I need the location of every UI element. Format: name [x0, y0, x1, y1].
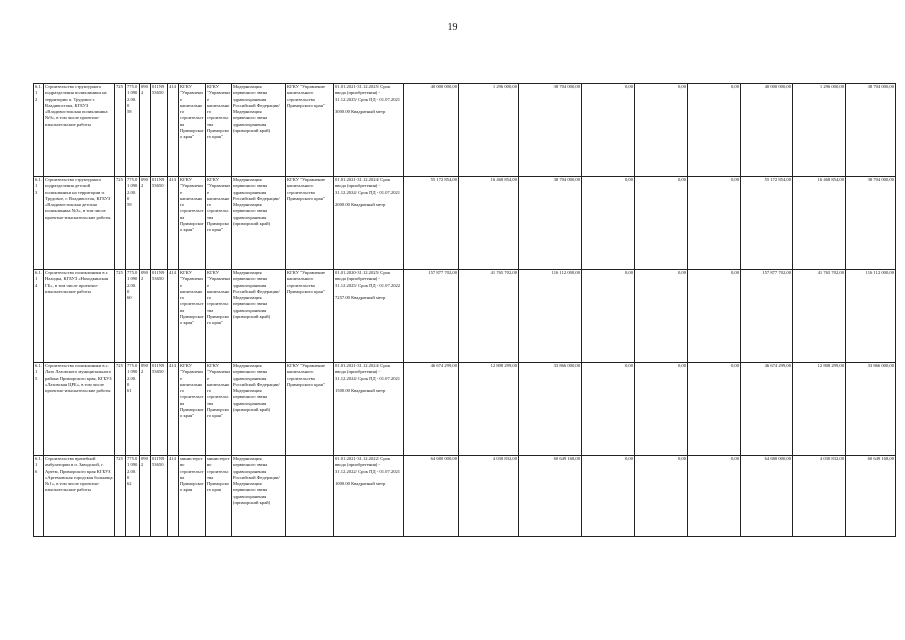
value-federal: 64 680 000,00 — [741, 456, 793, 537]
executor-org: министерство строительства Приморского края — [206, 456, 232, 537]
customer-org: КГКУ "Управление капитального строительства Приморского края" — [286, 270, 334, 363]
table-row — [34, 270, 896, 363]
value-2024: 0,00 — [635, 84, 688, 177]
row-number: 6.1.1 5 — [34, 363, 44, 456]
value-other: 38 704 000,00 — [846, 84, 896, 177]
responsible-org: КГКУ "Управление капитального строительства Приморского края" — [179, 270, 206, 363]
code-expense-type: 414 — [168, 363, 179, 456]
responsible-org: КГКУ "Управление капитального строительства Приморского края" — [179, 177, 206, 270]
row-number: 6.1.1 4 — [34, 270, 44, 363]
object-name: Строительство структурного подразделения поликлиники на территории п. Трудовое г. Владивостока, КГБУЗ «Владивостокская поликлиника №9», в том числе проектно-изыскательские работы — [44, 84, 115, 177]
project-name: Модернизация первичного звена здравоохранения Российской Федерации/Модернизация первичного звена здравоохранения (приморский край) — [232, 456, 286, 537]
code-expense-type: 414 — [168, 177, 179, 270]
value-2025: 0,00 — [688, 456, 741, 537]
code-ministry: 725 — [115, 84, 126, 177]
executor-org: КГКУ "Управление капитального строительства Приморского края" — [206, 270, 232, 363]
code-target: 011N9 53650 — [151, 456, 168, 537]
object-name: Строительство поликлиники в г. Находка, КГБУЗ «Находкинская ГБ», в том числе проектно-изыскательские работы — [44, 270, 115, 363]
value-2022: 38 704 000,00 — [519, 177, 582, 270]
customer-org: КГКУ "Управление капитального строительства Приморского края" — [286, 84, 334, 177]
code-target: 011N9 53650 — [151, 84, 168, 177]
row-number: 6.1.1 3 — [34, 177, 44, 270]
responsible-org: КГКУ "Управление капитального строительства Приморского края" — [179, 363, 206, 456]
code-expense-type: 414 — [168, 270, 179, 363]
code-subsection: 775.0 1 090 2.00.0 58 — [126, 84, 140, 177]
object-name: Строительство структурного подразделения детской поликлиники на территории п. Трудовое, г. Владивосток, КГБУЗ «Владивостокская детская поликлиника №3», в том числе проектно-изыскательские работы — [44, 177, 115, 270]
table-row — [34, 177, 896, 270]
value-other: 38 704 000,00 — [846, 177, 896, 270]
value-federal: 55 172 854,00 — [741, 177, 793, 270]
value-total: 55 172 854,00 — [404, 177, 459, 270]
value-2021: 4 030 832,00 — [459, 456, 519, 537]
code-subsection: 775.0 1 090 2.00.0 60 — [126, 270, 140, 363]
value-other: 60 649 168,00 — [846, 456, 896, 537]
customer-org — [286, 456, 334, 537]
value-total: 40 000 000,00 — [404, 84, 459, 177]
code-ministry: 725 — [115, 456, 126, 537]
value-other: 116 112 000,00 — [846, 270, 896, 363]
code-subsection: 775.0 1 090 2.00.0 59 — [126, 177, 140, 270]
project-name: Модернизация первичного звена здравоохранения Российской Федерации/Модернизация первичного звена здравоохранения (приморский край) — [232, 270, 286, 363]
value-regional: 16 468 854,00 — [793, 177, 846, 270]
period-capacity: 01.01.2021-31.12.2024/ Срок ввода (приобретения) - 31.12.2024/ Срок ПД - 01.07.2021 1500.00 Квадратный метр — [334, 363, 404, 456]
budget-table — [33, 83, 896, 537]
row-number: 6.1.1 2 — [34, 84, 44, 177]
code-section: 0902 — [140, 84, 151, 177]
value-2023: 0,00 — [582, 270, 635, 363]
project-name: Модернизация первичного звена здравоохранения Российской Федерации/Модернизация первичного звена здравоохранения (приморский край) — [232, 363, 286, 456]
value-2023: 0,00 — [582, 456, 635, 537]
value-total: 64 680 000,00 — [404, 456, 459, 537]
code-ministry: 725 — [115, 177, 126, 270]
value-regional: 4 030 832,00 — [793, 456, 846, 537]
value-2021: 12 808 299,00 — [459, 363, 519, 456]
value-2022: 33 866 000,00 — [519, 363, 582, 456]
period-capacity: 01.01.2020-31.12.2025/ Срок ввода (приобретения) - 31.12.2025/ Срок ПД - 01.07.2022 7257.00 Квадратный метр — [334, 270, 404, 363]
value-2025: 0,00 — [688, 363, 741, 456]
code-target: 011N9 53650 — [151, 363, 168, 456]
value-2022: 116 112 000,00 — [519, 270, 582, 363]
period-capacity: 01.01.2021-31.12.2025/ Срок ввода (приобретения) - 31.12.2025/ Срок ПД - 01.07.2021 3000.00 Квадратный метр — [334, 84, 404, 177]
executor-org: КГКУ "Управление капитального строительства Приморского края" — [206, 177, 232, 270]
value-2024: 0,00 — [635, 363, 688, 456]
table-row — [34, 363, 896, 456]
value-regional: 41 765 702,00 — [793, 270, 846, 363]
value-2021: 41 765 702,00 — [459, 270, 519, 363]
row-number: 6.1.1 6 — [34, 456, 44, 537]
customer-org: КГКУ "Управление капитального строительства Приморского края" — [286, 177, 334, 270]
code-section: 0902 — [140, 456, 151, 537]
value-2023: 0,00 — [582, 363, 635, 456]
code-target: 011N9 53650 — [151, 270, 168, 363]
code-subsection: 775.0 1 090 2.00.0 62 — [126, 456, 140, 537]
code-section: 0902 — [140, 363, 151, 456]
table-row — [34, 456, 896, 537]
responsible-org: КГКУ "Управление капитального строительства Приморского края" — [179, 84, 206, 177]
project-name: Модернизация первичного звена здравоохранения Российской Федерации/Модернизация первичного звена здравоохранения (приморский край) — [232, 84, 286, 177]
value-2023: 0,00 — [582, 84, 635, 177]
value-regional: 12 808 299,00 — [793, 363, 846, 456]
value-total: 46 674 299,00 — [404, 363, 459, 456]
value-2021: 16 468 854,00 — [459, 177, 519, 270]
page-number: 19 — [447, 22, 458, 33]
code-section: 0902 — [140, 177, 151, 270]
value-2024: 0,00 — [635, 270, 688, 363]
value-2025: 0,00 — [688, 84, 741, 177]
value-2025: 0,00 — [688, 177, 741, 270]
code-section: 0902 — [140, 270, 151, 363]
value-2021: 1 296 000,00 — [459, 84, 519, 177]
value-federal: 40 000 000,00 — [741, 84, 793, 177]
value-regional: 1 296 000,00 — [793, 84, 846, 177]
period-capacity: 01.01.2021-31.12.2024/ Срок ввода (приобретения) - 31.12.2024/ Срок ПД - 01.07.2021 2000.00 Квадратный метр — [334, 177, 404, 270]
object-name: Строительство врачебной амбулатории в п. Заводской, г. Артем, Приморского края КГБУЗ «Артемовская городская больница №1», в том числе проектно-изыскательские работы — [44, 456, 115, 537]
value-other: 33 866 000,00 — [846, 363, 896, 456]
code-expense-type: 414 — [168, 84, 179, 177]
value-2023: 0,00 — [582, 177, 635, 270]
value-2025: 0,00 — [688, 270, 741, 363]
executor-org: КГКУ "Управление капитального строительства Приморского края" — [206, 84, 232, 177]
value-federal: 46 674 299,00 — [741, 363, 793, 456]
table-row — [34, 84, 896, 177]
value-total: 157 877 702,00 — [404, 270, 459, 363]
code-subsection: 775.0 1 090 2.00.0 61 — [126, 363, 140, 456]
customer-org: КГКУ "Управление капитального строительства Приморского края" — [286, 363, 334, 456]
period-capacity: 01.01.2021-31.12.2022/ Срок ввода (приобретения) - 31.12.2022/ Срок ПД - 01.07.2021 1000.00 Квадратный метр — [334, 456, 404, 537]
code-ministry: 725 — [115, 270, 126, 363]
executor-org: КГКУ "Управление капитального строительства Приморского края" — [206, 363, 232, 456]
responsible-org: министерство строительства Приморского края — [179, 456, 206, 537]
code-expense-type: 414 — [168, 456, 179, 537]
project-name: Модернизация первичного звена здравоохранения Российской Федерации/Модернизация первичного звена здравоохранения (приморский край) — [232, 177, 286, 270]
value-2022: 38 704 000,00 — [519, 84, 582, 177]
object-name: Строительство поликлиники в с. Лазо Лазовского муниципального района Приморского края, КГБУЗ «Лазовская ЦРБ», в том числе проектно-изыскательские работы — [44, 363, 115, 456]
value-2024: 0,00 — [635, 177, 688, 270]
code-target: 011N9 53650 — [151, 177, 168, 270]
value-2022: 60 649 168,00 — [519, 456, 582, 537]
value-federal: 157 877 702,00 — [741, 270, 793, 363]
value-2024: 0,00 — [635, 456, 688, 537]
code-ministry: 725 — [115, 363, 126, 456]
